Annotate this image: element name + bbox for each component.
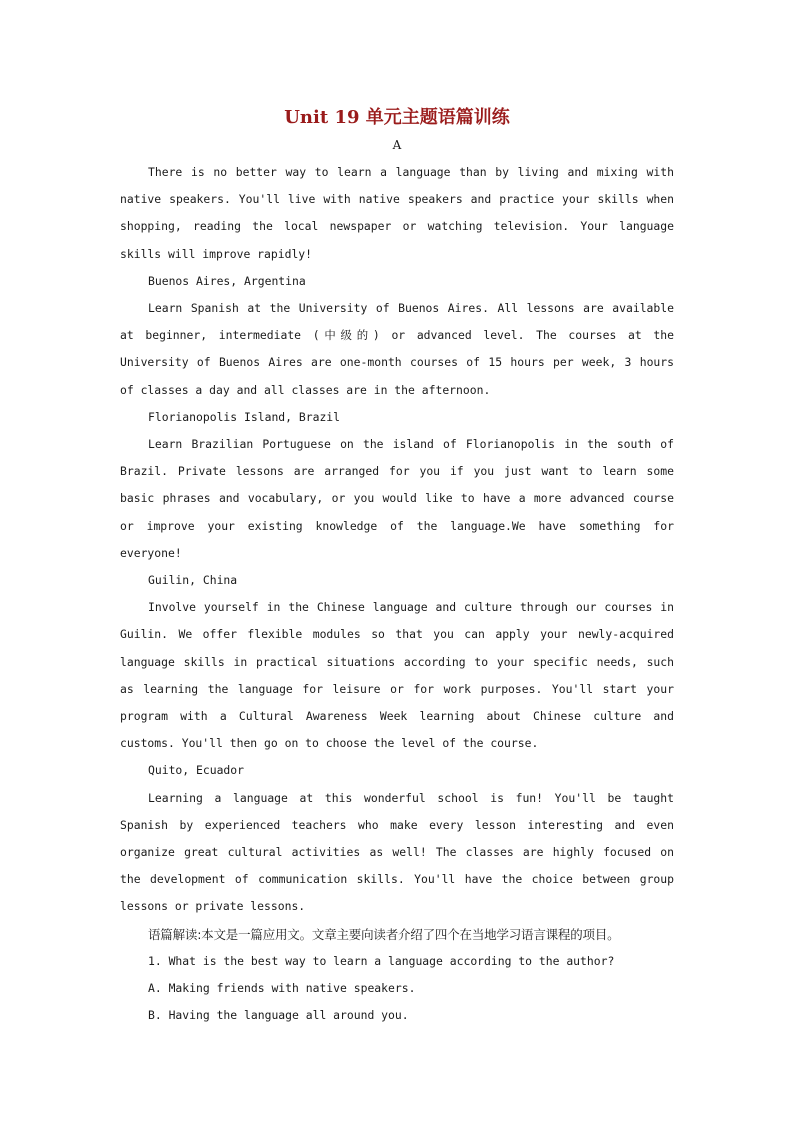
intro-paragraph: There is no better way to learn a language than by living and mixing with native speakers. You'll live with native speakers and practice your skills when shopping, reading the local newspaper or watching television. Your language skills will improve rapidly! [120,165,674,261]
place-heading-buenos-aires: Buenos Aires, Argentina [148,273,306,288]
place-text-guilin: Involve yourself in the Chinese language and culture through our courses in Guilin. We offer flexible modules so that you can apply your newly-acquired language skills in practical situations according to your specific needs, such as learning the language for leisure or for work purposes. You'll start your program with a Cultural Awareness Week learning about Chinese culture and customs. You'll then go on to choose the level of the course. [120,600,674,751]
question-option-a: A. Making friends with native speakers. [148,981,416,996]
place-heading-guilin: Guilin, China [148,573,238,588]
page-title: Unit 19 单元主题语篇训练 [284,107,510,128]
passage-analysis: 语篇解读:本文是一篇应用文。文章主要向读者介绍了四个在当地学习语言课程的项目。 [148,926,620,942]
document-page [120,104,674,1030]
section-label: A [392,138,402,152]
place-text-buenos-aires: Learn Spanish at the University of Buenos Aires. All lessons are available at beginner, intermediate (中级的) or advanced level. The courses at the University of Buenos Aires are one-month courses of 15 hours per week, 3 hours of classes a day and all classes are in the afternoon. [120,301,674,397]
place-heading-quito: Quito, Ecuador [148,763,245,778]
place-text-florianopolis: Learn Brazilian Portuguese on the island of Florianopolis in the south of Brazil. Private lessons are arranged for you if you just want to learn some basic phrases and vocabulary, or you would like to have a more advanced course or improve your existing knowledge of the language.We have something for everyone! [120,437,674,560]
question-stem: 1. What is the best way to learn a language according to the author? [148,953,615,968]
question-option-b: B. Having the language all around you. [148,1008,409,1023]
place-text-quito: Learning a language at this wonderful school is fun! You'll be taught Spanish by experienced teachers who make every lesson interesting and even organize great cultural activities as well! The classes are highly focused on the development of communication skills. You'll have the choice between group lessons or private lessons. [120,790,674,914]
place-heading-florianopolis: Florianopolis Island, Brazil [148,409,341,424]
